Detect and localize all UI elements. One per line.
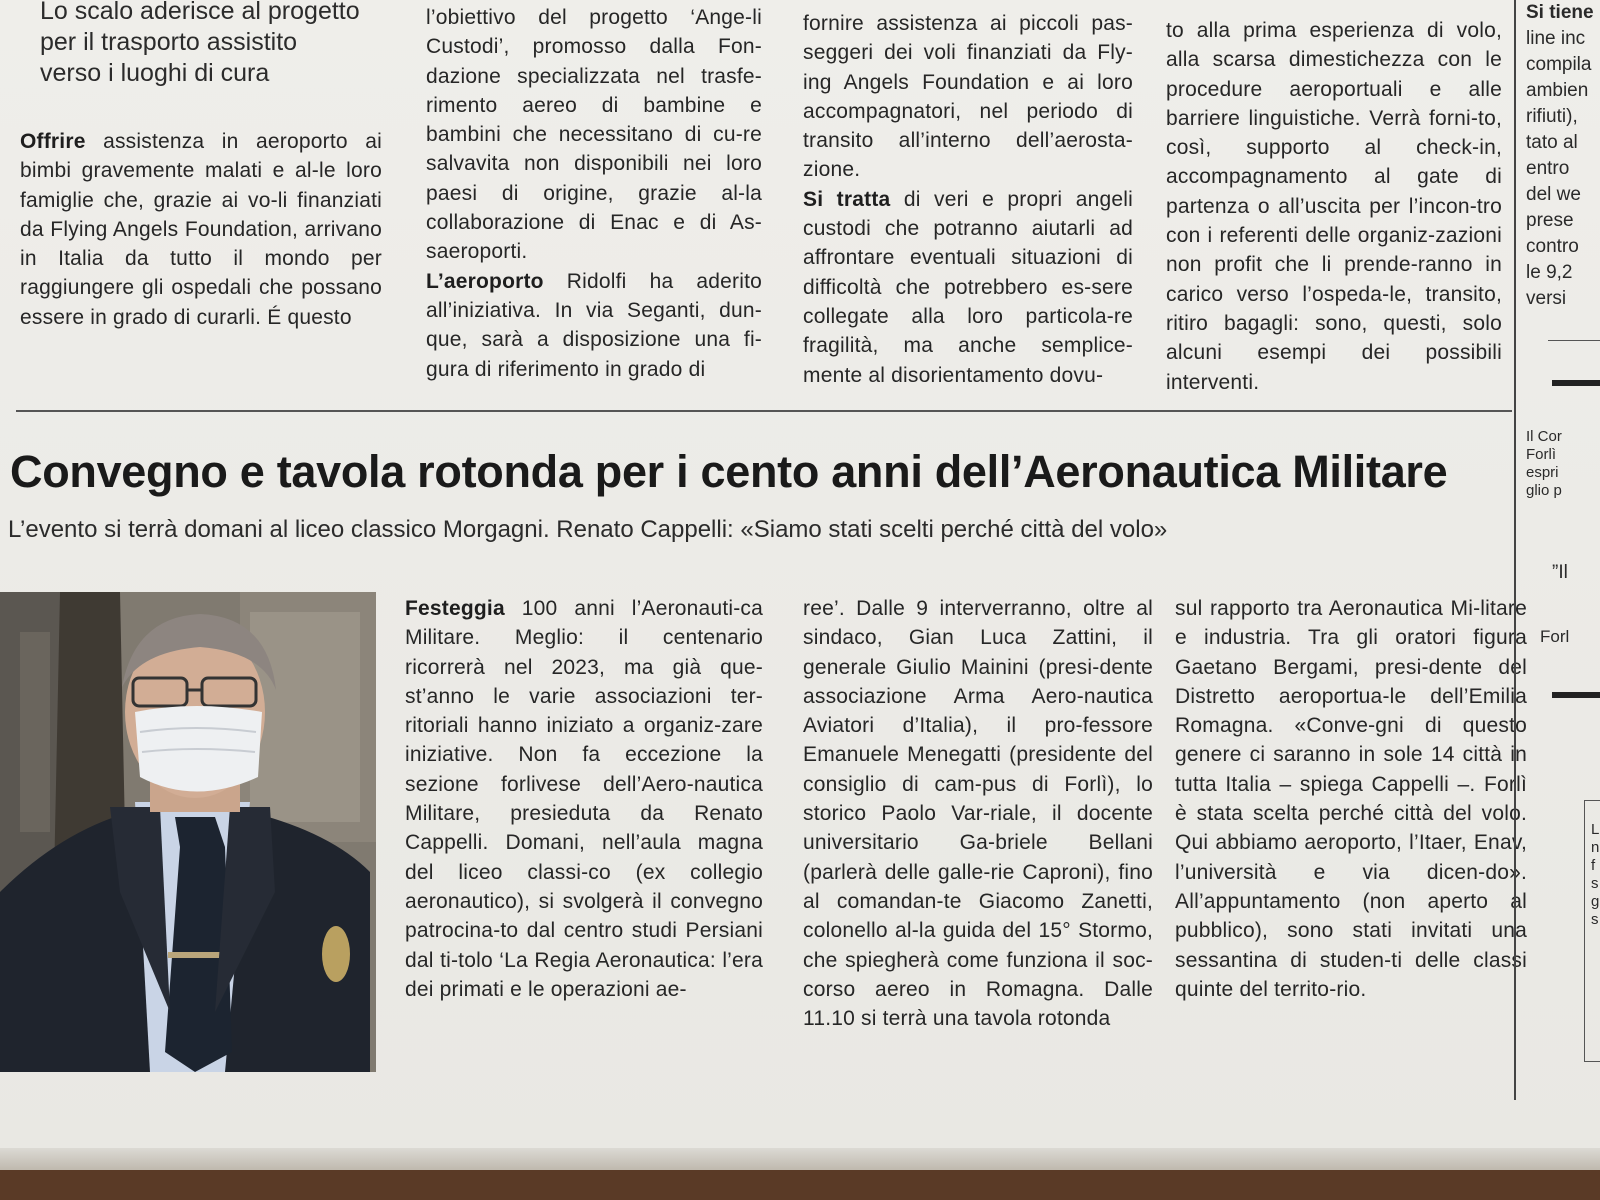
paragraph <box>405 594 763 1004</box>
top-article-column-2 <box>426 3 762 384</box>
paragraph-text: 100 anni l’Aeronauti-ca Militare. Meglio: il centenario ricorrerà nel 2023, ma già que-st’anno le varie associazioni ter-ritoriali hanno iniziato a organiz-zare iniziative. Non fa eccezione la sezione forlivese dell’Aero-nautica Militare, presieduta da Renato Cappelli. Domani, nell’aula magna del liceo classi-co (ex collegio aeronautico), si svolgerà il convegno patrocina-to dal centro studi Persiani dal ti-tolo ‘La Regia Aeronautica: l’era dei primati e le operazioni ae- <box>405 597 763 1001</box>
paragraph <box>426 267 762 384</box>
side-box-letter: g <box>1591 893 1600 910</box>
drop-word: L’aeroporto <box>426 269 544 293</box>
side-line: contro <box>1526 236 1579 257</box>
paragraph-text: ree’. Dalle 9 interverranno, oltre al sindaco, Gian Luca Zattini, il generale Giulio Mainini (presi-dente associazione Arma Aero-nautica Aviatori d’Italia), il pro-fessore Emanuele Menegatti (presidente del consiglio di cam-pus di Forlì), lo storico Paolo Var-riale, il docente universitario Ga-briele Bellani (parlerà delle galle-rie Caproni), fino al comandan-te Giacomo Zanetti, colonello al-la guida del 15° Stormo, che spiegherà come funziona il soc-corso aereo in Romagna. Dalle 11.10 si terrà una tavola rotonda <box>803 597 1153 1031</box>
side-divider <box>1548 340 1600 341</box>
main-article-column-1 <box>405 594 763 1004</box>
section-divider <box>16 410 1512 412</box>
lead-line: verso i luoghi di cura <box>40 59 270 87</box>
side-title: Si tiene <box>1526 2 1594 23</box>
side-line: prese <box>1526 210 1574 231</box>
side-box-letter: n <box>1591 839 1600 856</box>
side-quote: ”Il <box>1552 562 1568 583</box>
drop-word: Offrire <box>20 130 86 153</box>
side-rule <box>1552 380 1600 386</box>
side-box <box>1584 800 1600 1062</box>
photo-man-in-face-mask <box>0 592 376 1072</box>
paper-edge <box>0 1148 1600 1170</box>
top-article-column-3 <box>803 9 1133 390</box>
article-headline: Convegno e tavola rotonda per i cento anni dell’Aeronautica Militare <box>10 446 1448 497</box>
paragraph-text: Ridolfi ha aderito all’iniziativa. In via Seganti, dun-que, sarà a disposizione una fi-gura di riferimento in grado di <box>426 269 762 381</box>
paragraph <box>803 185 1133 390</box>
top-article-column-4 <box>1166 16 1502 397</box>
side-box-letter: s <box>1591 911 1599 928</box>
main-article-column-3 <box>1175 594 1527 1004</box>
paragraph-text: fornire assistenza ai piccoli pas-seggeri dei voli finanziati da Fly-ing Angels Foundation e ai loro accompagnatori, nel periodo di transito all’interno dell’aerosta-zione. <box>803 12 1133 182</box>
drop-word: Si tratta <box>803 187 891 211</box>
drop-word: Festeggia <box>405 597 505 620</box>
side-box-letter: L <box>1591 821 1600 838</box>
top-article-lead <box>40 0 390 89</box>
paragraph <box>803 594 1153 1033</box>
paragraph <box>803 9 1133 185</box>
article-photo <box>0 592 376 1072</box>
lead-line: Lo scalo aderisce al progetto <box>40 0 360 25</box>
side-line: versi <box>1526 288 1567 309</box>
side-box-letter: s <box>1591 875 1599 892</box>
side-small-line: espri <box>1526 464 1559 481</box>
side-line: ambien <box>1526 80 1589 101</box>
top-article-column-1 <box>20 127 382 332</box>
side-line: le 9,2 <box>1526 262 1573 283</box>
paragraph-text: l’obiettivo del progetto ‘Ange-li Custodi’, promosso dalla Fon-dazione specializzata nel trasfe-rimento aereo di bambine e bambini che necessitano di cu-re salvavita non disponibili nei loro paesi di origine, grazie al-la collaborazione di Enac e di As-saeroporti. <box>426 6 762 264</box>
side-line: line inc <box>1526 28 1586 49</box>
paragraph <box>1166 16 1502 397</box>
side-small-line: glio p <box>1526 482 1562 499</box>
paragraph <box>426 3 762 267</box>
paragraph <box>1175 594 1527 1004</box>
side-line: compila <box>1526 54 1592 75</box>
paragraph <box>20 127 382 332</box>
paragraph-text: assistenza in aeroporto ai bimbi gravemente malati e al-le loro famiglie che, grazie ai vo-li finanziati da Flying Angels Foundation, arrivano in Italia da tutto il mondo per raggiungere gli ospedali che possano essere in grado di curarli. É questo <box>20 130 382 329</box>
side-line: entro <box>1526 158 1570 179</box>
adjacent-article-fragment <box>1514 0 1600 1100</box>
paragraph-text: sul rapporto tra Aeronautica Mi-litare e industria. Tra gli oratori figura Gaetano Bergami, presi-dente del Distretto aeroportua-le dell’Emilia Romagna. «Conve-gni di questo genere ci saranno in sole 14 città in tutta Italia – spiega Cappelli –. Forlì è stata scelta perché città del volo. Qui abbiamo aeroporto, l’Itaer, Enav, l’università e via dicen-do». All’appuntamento (non aperto al pubblico), sono stati invitati una sessantina di studen-ti delle classi quinte del territo-rio. <box>1175 597 1527 1001</box>
side-small-line: Forlì <box>1526 446 1556 463</box>
paragraph-text: to alla prima esperienza di volo, alla scarsa dimestichezza con le procedure aeroportuali e alle barriere linguistiche. Verrà forni-to, così, supporto al check-in, accompagnamento al gate di partenza o all’uscita per l’incon-tro con i referenti delle organiz-zazioni non profit che li prende-ranno in carico verso l’ospeda-le, transito, ritiro bagagli: sono, questi, solo alcuni esempi dei possibili interventi. <box>1166 19 1502 394</box>
side-box-letter: f <box>1591 857 1596 874</box>
side-line: rifiuti), <box>1526 106 1578 127</box>
side-line: del we <box>1526 184 1581 205</box>
side-rule <box>1552 692 1600 698</box>
lead-line: per il trasporto assistito <box>40 28 298 56</box>
main-article-column-2 <box>803 594 1153 1033</box>
article-subheadline: L’evento si terrà domani al liceo classico Morgagni. Renato Cappelli: «Siamo stati scelti perché città del volo» <box>8 516 1168 543</box>
side-place: Forl <box>1540 627 1570 646</box>
paragraph-text: di veri e propri angeli custodi che potranno aiutarli ad affrontare eventuali situazioni di difficoltà che potrebbero es-sere collegate alla loro particola-re fragilità, ma anche semplice-mente al disorientamento dovu- <box>803 187 1133 387</box>
side-line: tato al <box>1526 132 1578 153</box>
side-small-line: Il Cor <box>1526 428 1562 445</box>
